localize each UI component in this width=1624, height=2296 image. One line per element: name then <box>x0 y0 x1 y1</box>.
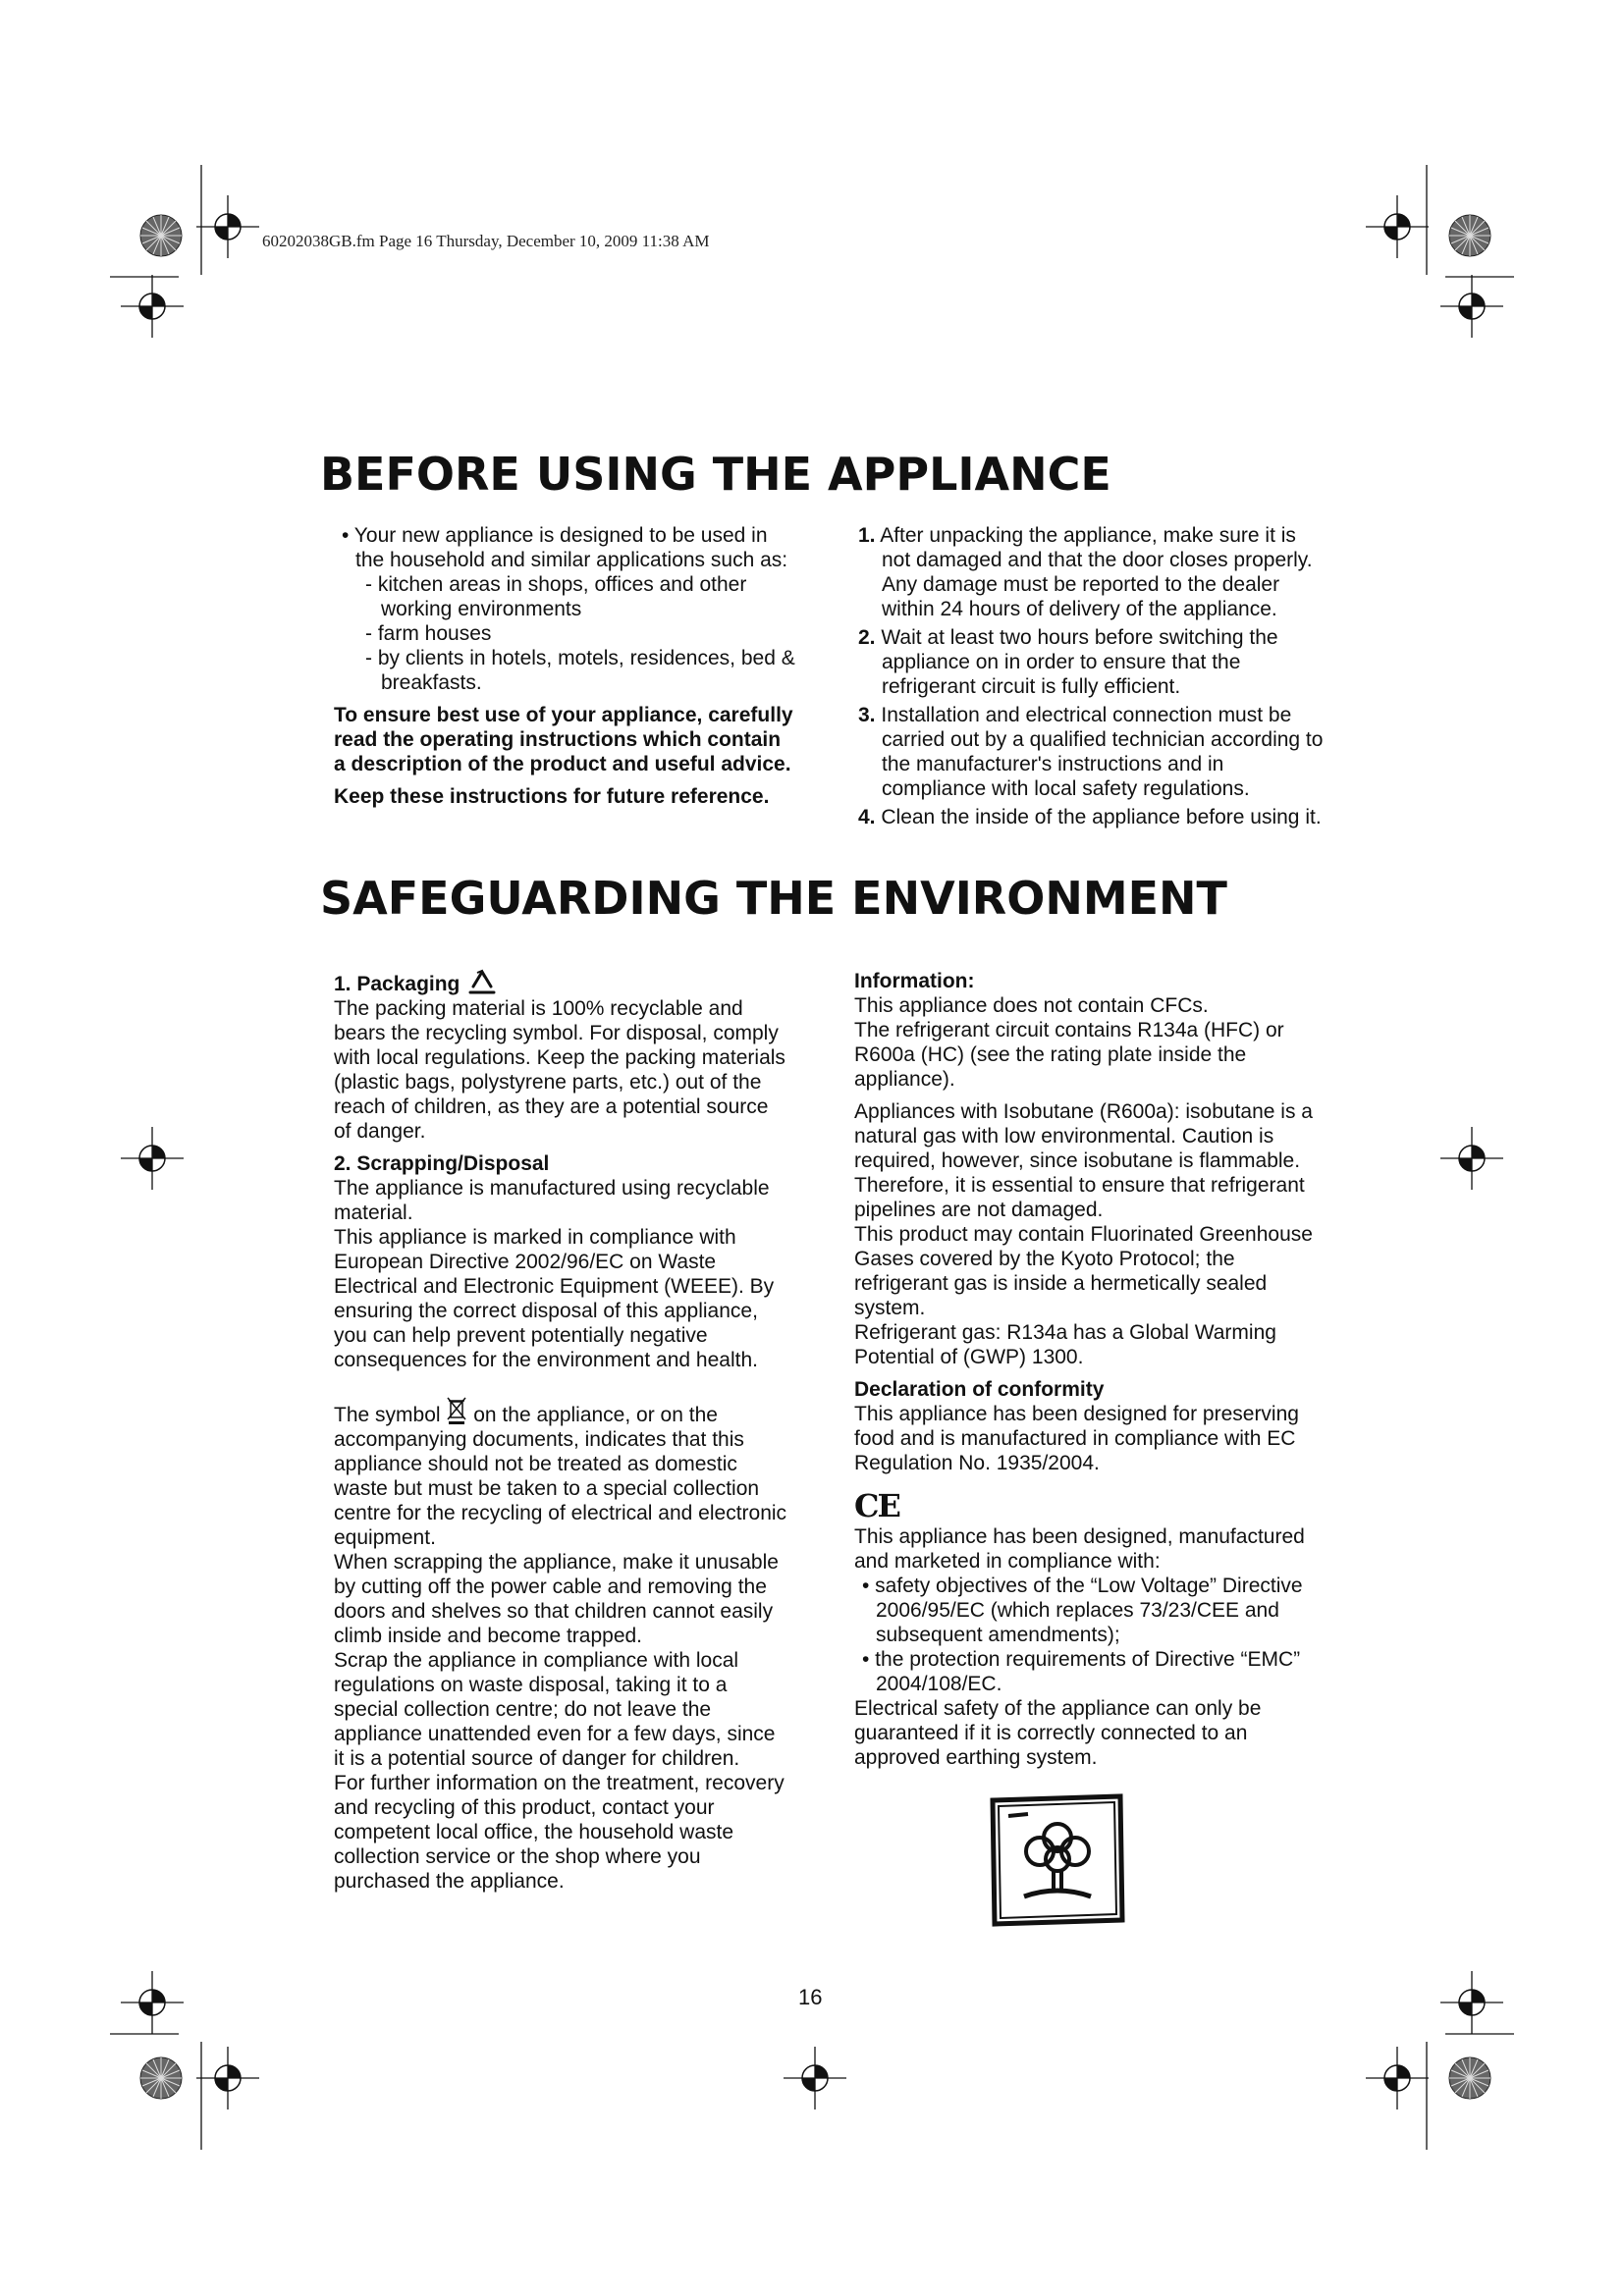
scrapping-heading: 2. Scrapping/Disposal <box>334 1152 550 1175</box>
section-title-safeguarding: SAFEGUARDING THE ENVIRONMENT <box>320 872 1227 925</box>
scrapping-paragraph: When scrapping the appliance, make it unusable by cutting off the power cable and removing the doors and shelves so that children cannot easily climb inside and become trapped. <box>334 1551 779 1647</box>
information-heading: Information: <box>854 970 975 992</box>
intro-bullet: • Your new appliance is designed to be used in the household and similar applications such as: <box>342 524 788 571</box>
list-item: - by clients in hotels, motels, residences, bed & breakfasts. <box>365 647 795 694</box>
declaration-paragraph: Electrical safety of the appliance can only be guaranteed if it is correctly connected to an approved earthing system. <box>854 1697 1262 1769</box>
before-using-right-column <box>854 523 1326 833</box>
packaging-text: The packing material is 100% recyclable and bears the recycling symbol. For disposal, comply with local regulations. Keep the packing materials (plastic bags, polystyrene parts, etc.) out of the reach of children, as they are a potential source of danger. <box>334 997 785 1143</box>
weee-paragraph: This appliance is marked in compliance with European Directive 2002/96/EC on Waste Electrical and Electronic Equipment (WEEE). By ensuring the correct disposal of this appliance, you can help prevent potentially negative consequences for the environment and health. <box>334 1226 775 1371</box>
list-item: 3. Installation and electrical connection must be carried out by a qualified technician according to the manufacturer's instructions and in compliance with local safety regulations. <box>858 704 1324 800</box>
eco-tree-icon <box>985 1792 1130 1928</box>
page-number: 16 <box>798 1985 823 2009</box>
declaration-paragraph: This appliance has been designed for preserving food and is manufactured in compliance with EC Regulation No. 1935/2004. <box>854 1403 1299 1474</box>
recycle-icon <box>465 969 499 996</box>
info-paragraph: Refrigerant gas: R134a has a Global Warming Potential of (GWP) 1300. <box>854 1321 1276 1368</box>
scrapping-paragraph: Scrap the appliance in compliance with local regulations on waste disposal, taking it to a special collection centre; do not leave the appliance unattended even for a few days, since it is a potential source of danger for children. <box>334 1649 776 1770</box>
info-paragraph: Appliances with Isobutane (R600a): isobutane is a natural gas with low environmental. Caution is required, however, since isobutane is flammable. Therefore, it is essential to ensure that refrigerant pipelines are not damaged. <box>854 1100 1313 1221</box>
info-paragraph: This appliance does not contain CFCs. <box>854 994 1209 1017</box>
ce-mark: CE <box>854 1487 899 1524</box>
symbol-paragraph: The symbol on the appliance, or on the accompanying documents, indicates that this appliance should not be treated as domestic waste but must be taken to a special collection centre for the recycling of electrical and electronic equipment. <box>334 1396 787 1550</box>
environment-right-column <box>854 969 1316 1770</box>
list-item: • safety objectives of the “Low Voltage” Directive 2006/95/EC (which replaces 73/23/CEE and subsequent amendments); <box>862 1575 1303 1646</box>
info-paragraph: The refrigerant circuit contains R134a (HFC) or R600a (HC) (see the rating plate inside the appliance). <box>854 1019 1284 1091</box>
list-item: 2. Wait at least two hours before switching the appliance on in order to ensure that the refrigerant circuit is fully efficient. <box>858 626 1278 698</box>
scrapping-paragraph: For further information on the treatment, recovery and recycling of this product, contact your competent local office, the household waste collection service or the shop where you purchased the appliance. <box>334 1772 785 1893</box>
list-item: 4. Clean the inside of the appliance before using it. <box>858 806 1322 828</box>
list-item: - kitchen areas in shops, offices and other working environments <box>365 573 747 620</box>
section-title-before-using: BEFORE USING THE APPLIANCE <box>320 448 1111 501</box>
declaration-heading: Declaration of conformity <box>854 1378 1105 1401</box>
declaration-paragraph: This appliance has been designed, manufactured and marketed in compliance with: <box>854 1525 1305 1573</box>
scrapping-paragraph: The appliance is manufactured using recyclable material. <box>334 1177 770 1224</box>
keep-instructions-paragraph: Keep these instructions for future reference. <box>334 785 770 808</box>
list-item: - farm houses <box>365 622 492 645</box>
file-header: 60202038GB.fm Page 16 Thursday, December 10, 2009 11:38 AM <box>262 232 710 250</box>
list-item: • the protection requirements of Directive “EMC” 2004/108/EC. <box>862 1648 1301 1695</box>
info-paragraph: This product may contain Fluorinated Greenhouse Gases covered by the Kyoto Protocol; the refrigerant gas is inside a hermetically sealed system. <box>854 1223 1313 1319</box>
list-item: 1. After unpacking the appliance, make sure it is not damaged and that the door closes properly. Any damage must be reported to the dealer within 24 hours of delivery of the appliance. <box>858 524 1313 620</box>
environment-left-column <box>334 969 787 1894</box>
packaging-heading: 1. Packaging <box>334 969 787 996</box>
advice-paragraph: To ensure best use of your appliance, carefully read the operating instructions which contain a description of the product and useful advice. <box>334 704 793 775</box>
before-using-left-column <box>334 523 795 809</box>
weee-bin-icon <box>446 1396 467 1425</box>
